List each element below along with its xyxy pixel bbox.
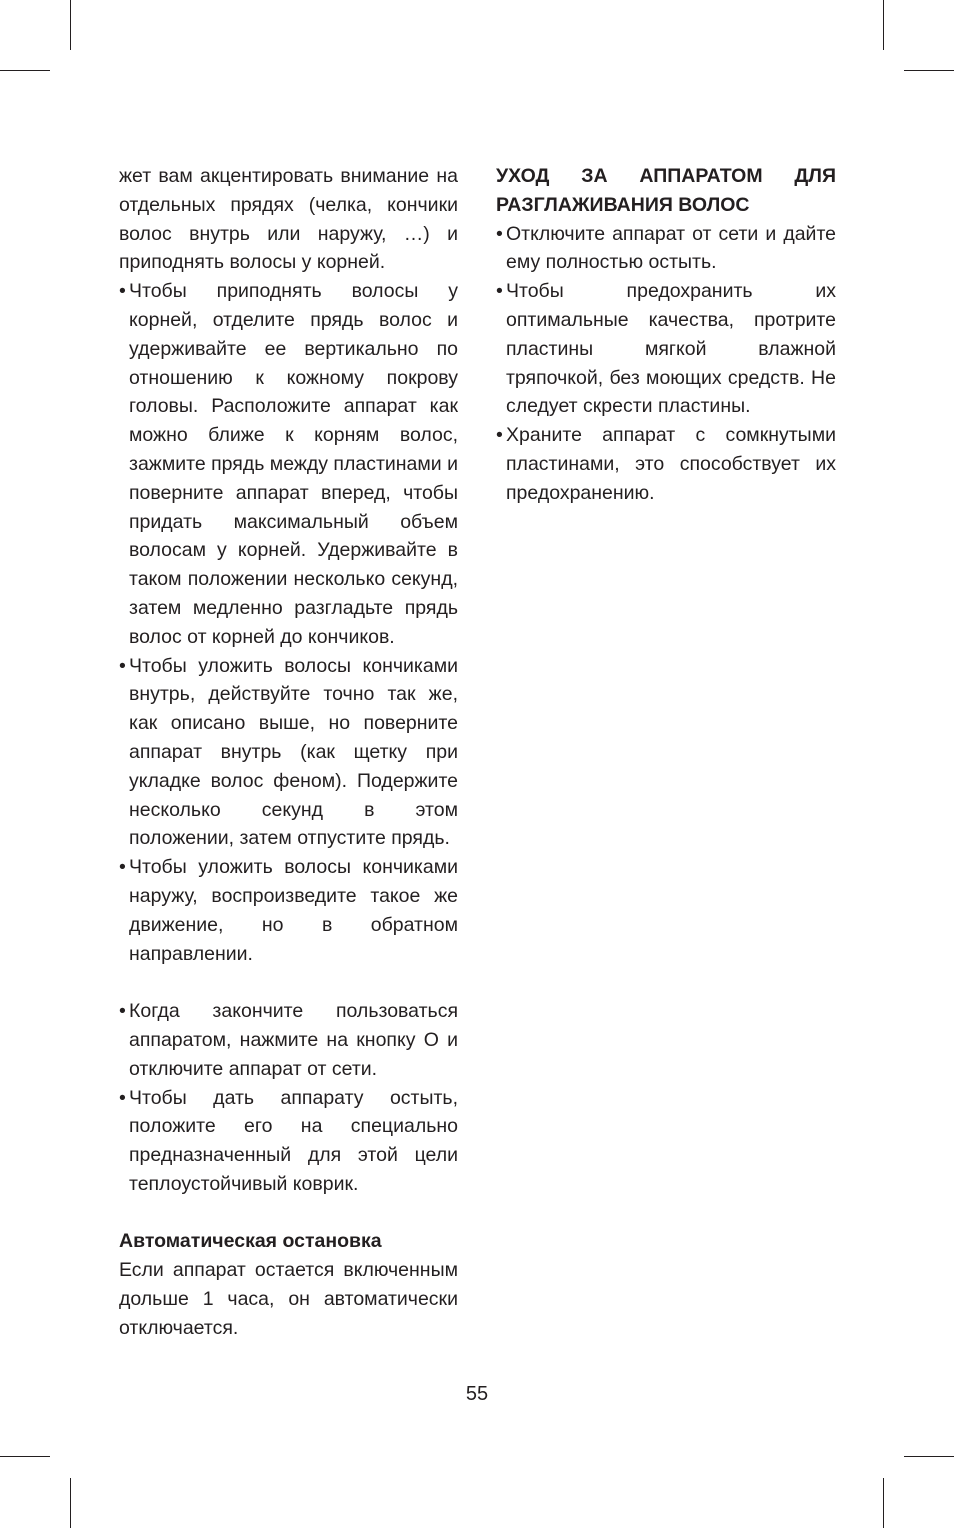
care-section-heading: УХОД ЗА АППАРАТОМ ДЛЯ РАЗГЛАЖИВАНИЯ ВОЛОС (496, 165, 836, 216)
list-item (496, 220, 836, 278)
crop-mark-top-left-vertical (70, 0, 71, 50)
bullet-glyph: • (119, 1086, 126, 1109)
crop-mark-top-left-horizontal (0, 70, 50, 71)
bullet-glyph: • (496, 280, 503, 303)
list-item-text: Чтобы дать аппарату остыть, положите его на специально предназначенный для этой цели теплоустойчивый коврик. (129, 1086, 458, 1195)
page-number: 55 (465, 1383, 489, 1405)
list-item (119, 1084, 458, 1199)
crop-mark-bottom-left-horizontal (0, 1456, 50, 1457)
list-item (119, 997, 458, 1083)
list-item-text: Чтобы предохранить их оптимальные качества, протрите пластины мягкой влажной тряпочкой, без моющих средств. Не следует скрести пластины. (506, 280, 836, 418)
spacer (119, 968, 458, 997)
bullet-glyph: • (496, 222, 503, 245)
bullet-glyph: • (119, 856, 126, 879)
bullet-glyph: • (119, 654, 126, 677)
auto-stop-heading: Автоматическая остановка (119, 1230, 382, 1253)
left-column (119, 162, 458, 1343)
crop-mark-top-right-vertical (883, 0, 884, 50)
crop-mark-bottom-right-vertical (883, 1478, 884, 1528)
list-item-text: Чтобы приподнять волосы у корней, отделите прядь волос и удерживайте ее вертикально по отношению к кожному покрову головы. Расположите аппарат как можно ближе к корням волос, зажмите прядь между пластинами и поверните аппарат вперед, чтобы придать максимальный объем волосам у корней. Удерживайте в таком положении несколько секунд, затем медленно разгладьте прядь волос от корней до кончиков. (129, 280, 459, 648)
list-item-text: Чтобы уложить волосы кончиками наружу, воспроизведите такое же движение, но в обратном направлении. (129, 856, 458, 965)
list-item (496, 421, 836, 507)
crop-mark-bottom-right-horizontal (904, 1456, 954, 1457)
right-column (496, 162, 836, 508)
list-item (119, 277, 458, 651)
bullet-glyph: • (119, 280, 126, 303)
list-item-text: Чтобы уложить волосы кончиками внутрь, действуйте точно так же, как описано выше, но поверните аппарат внутрь (как щетку при укладке волос феном). Подержите несколько секунд в этом положении, затем отпустите прядь. (129, 654, 458, 850)
bullet-glyph: • (496, 424, 503, 447)
auto-stop-paragraph: Если аппарат остается включенным дольше 1 часа, он автоматически отключается. (119, 1259, 458, 1339)
list-item (496, 277, 836, 421)
list-item (119, 652, 458, 854)
bullet-glyph: • (119, 1000, 126, 1023)
list-item (119, 853, 458, 968)
intro-paragraph: жет вам акцентировать внимание на отдельных прядях (челка, кончики волос внутрь или наружу, …) и приподнять волосы у корней. (119, 165, 458, 274)
list-item-text: Отключите аппарат от сети и дайте ему полностью остыть. (506, 222, 836, 274)
crop-mark-bottom-left-vertical (70, 1478, 71, 1528)
list-item-text: Храните аппарат с сомкнутыми пластинами, это способствует их предохранению. (506, 424, 836, 504)
crop-mark-top-right-horizontal (904, 70, 954, 71)
spacer (119, 1199, 458, 1228)
list-item-text: Когда закончите пользоваться аппаратом, нажмите на кнопку O и отключите аппарат от сети. (129, 1000, 458, 1080)
